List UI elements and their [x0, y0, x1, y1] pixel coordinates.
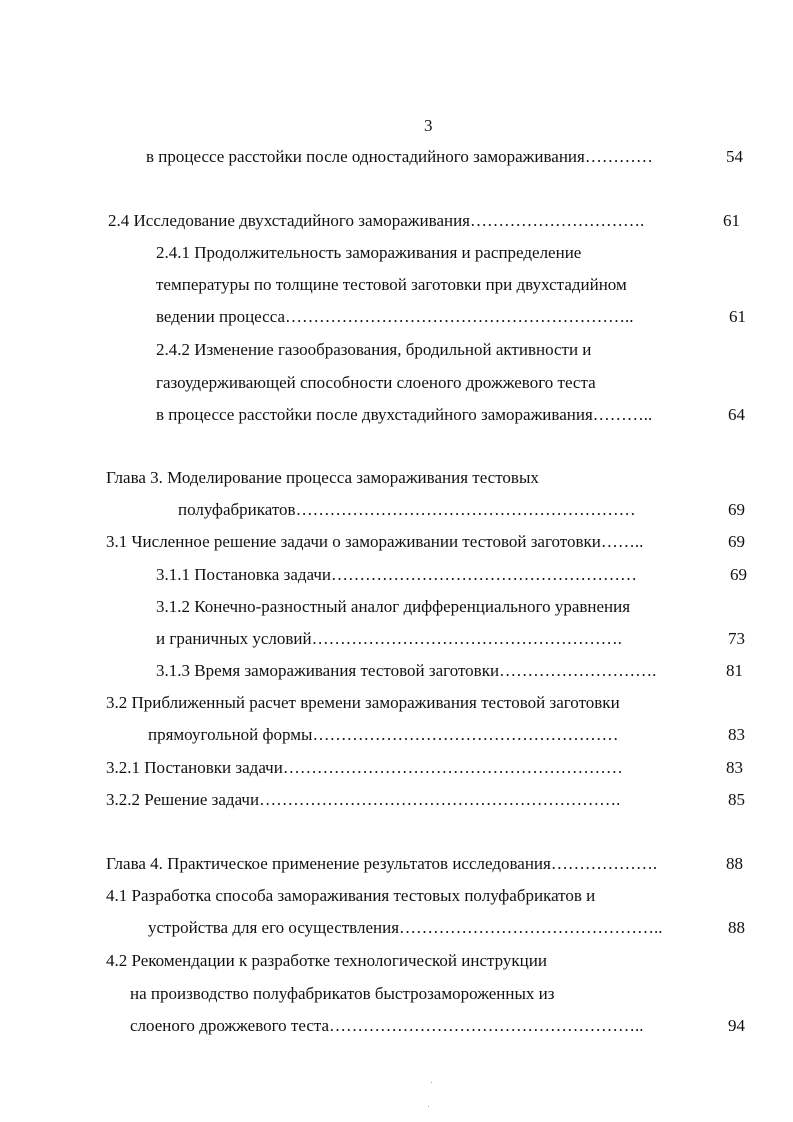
toc-entry-text: в процессе расстойки после одностадийного замораживания………… [146, 147, 653, 166]
toc-entry-page: 64 [728, 405, 745, 424]
page-number: 3 [424, 116, 433, 135]
toc-entry-text: 2.4.1 Продолжительность замораживания и распределение [156, 243, 582, 262]
toc-entry-text: полуфабрикатов…………………………………………………… [178, 500, 636, 519]
toc-entry-page: 85 [728, 790, 745, 809]
toc-entry-text: 3.1.1 Постановка задачи……………………………………………… [156, 565, 638, 584]
toc-entry-text: 3.1.3 Время замораживания тестовой заготовки………………………. [156, 661, 657, 680]
toc-entry-page: 61 [729, 307, 746, 326]
toc-entry-page: 83 [726, 758, 743, 777]
toc-entry-text: 3.2 Приближенный расчет времени замораживания тестовой заготовки [106, 693, 620, 712]
toc-entry-page: 54 [726, 147, 743, 166]
toc-entry-text: слоеного дрожжевого теста……………………………………………….. [130, 1016, 644, 1035]
toc-entry-text: устройства для его осуществления……………………………………….. [148, 918, 663, 937]
toc-entry-text: прямоугольной формы……………………………………………… [148, 725, 619, 744]
toc-entry-text: Глава 4. Практическое применение результатов исследования………………. [106, 854, 658, 873]
toc-entry-text: газоудерживающей способности слоеного дрожжевого теста [156, 373, 596, 392]
scan-speck [428, 1106, 429, 1107]
toc-entry-page: 69 [728, 500, 745, 519]
toc-entry-text: 4.2 Рекомендации к разработке технологической инструкции [106, 951, 547, 970]
toc-entry-text: на производство полуфабрикатов быстрозамороженных из [130, 984, 555, 1003]
toc-entry-text: 3.2.1 Постановки задачи…………………………………………………… [106, 758, 623, 777]
scan-speck [431, 1082, 432, 1083]
toc-entry-text: и граничных условий………………………………………………. [156, 629, 622, 648]
toc-entry-page: 69 [730, 565, 747, 584]
toc-entry-text: ведении процесса…………………………………………………….. [156, 307, 634, 326]
toc-entry-page: 88 [726, 854, 743, 873]
toc-entry-page: 73 [728, 629, 745, 648]
toc-entry-text: Глава 3. Моделирование процесса замораживания тестовых [106, 468, 539, 487]
toc-entry-text: 3.2.2 Решение задачи………………………………………………………. [106, 790, 621, 809]
toc-entry-text: 3.1.2 Конечно-разностный аналог дифференциального уравнения [156, 597, 631, 616]
toc-entry-text: 2.4 Исследование двухстадийного замораживания…………………………. [108, 211, 645, 230]
toc-entry-page: 69 [728, 532, 745, 551]
toc-entry-page: 61 [723, 211, 740, 230]
toc-entry-page: 81 [726, 661, 743, 680]
toc-entry-text: 2.4.2 Изменение газообразования, бродильной активности и [156, 340, 592, 359]
toc-entry-page: 88 [728, 918, 745, 937]
toc-entry-text: в процессе расстойки после двухстадийного замораживания……….. [156, 405, 653, 424]
toc-entry-text: 4.1 Разработка способа замораживания тестовых полуфабрикатов и [106, 886, 596, 905]
toc-entry-text: 3.1 Численное решение задачи о замораживании тестовой заготовки…….. [106, 532, 644, 551]
toc-entry-page: 94 [728, 1016, 745, 1035]
toc-entry-page: 83 [728, 725, 745, 744]
toc-entry-text: температуры по толщине тестовой заготовки при двухстадийном [156, 275, 627, 294]
